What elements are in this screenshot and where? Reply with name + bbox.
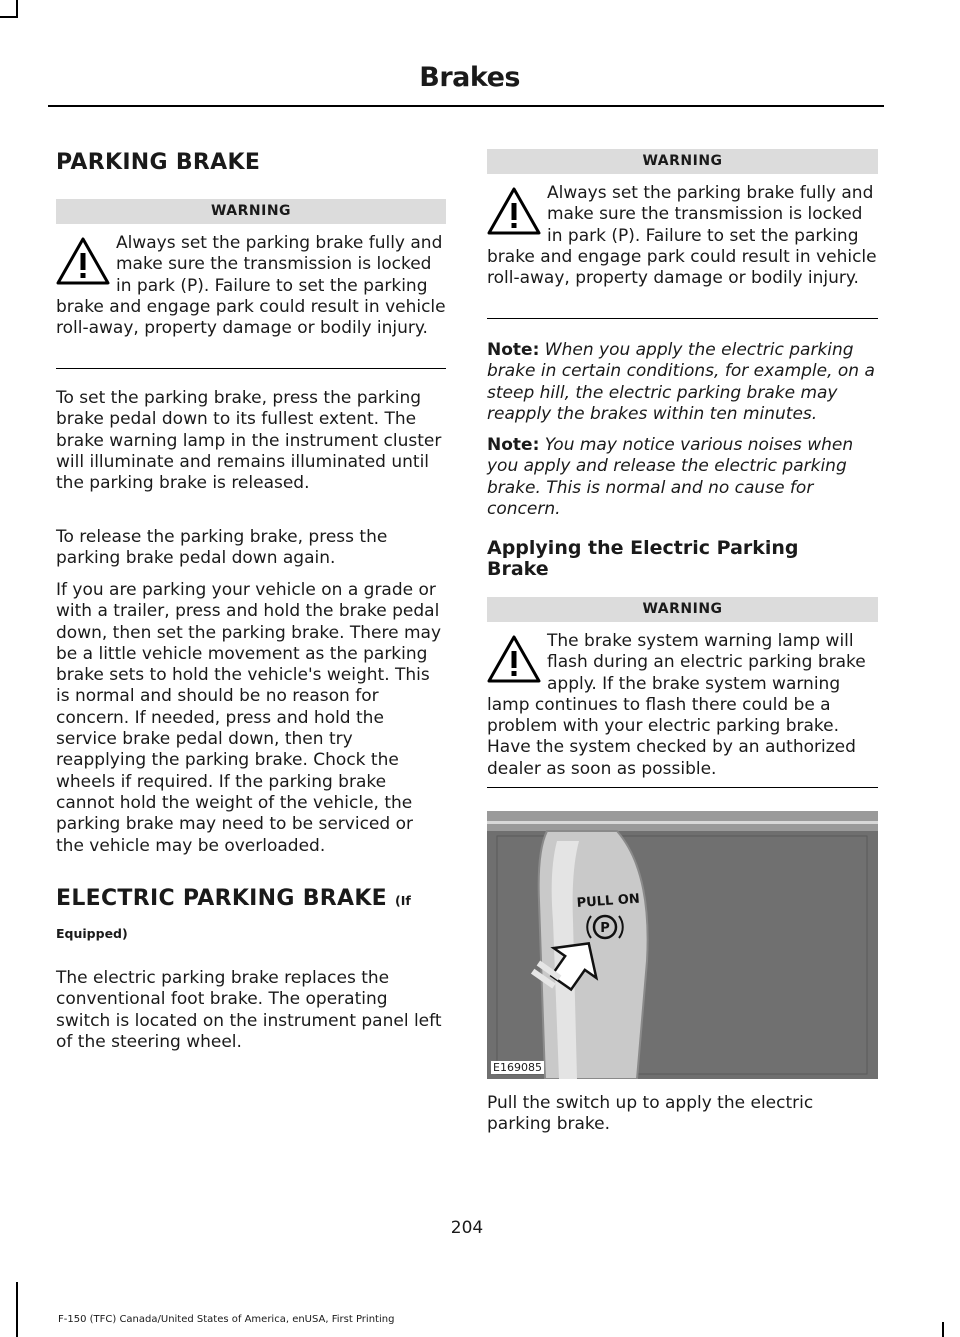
crop-mark	[16, 1282, 18, 1337]
note-label: Note:	[487, 340, 540, 360]
warning-rule	[487, 787, 878, 788]
warning-triangle-icon	[487, 187, 541, 235]
warning-label: WARNING	[487, 597, 878, 622]
figure-caption: Pull the switch up to apply the electric parking brake.	[487, 1093, 814, 1135]
epb-switch-illustration	[487, 811, 878, 1079]
warning-triangle-icon	[56, 237, 110, 285]
warning-label: WARNING	[56, 199, 446, 224]
note-text: When you apply the electric parking brake in certain conditions, for example, on a steep hill, the electric parking brake may reapply the brakes within ten minutes.	[487, 340, 875, 424]
warning-box	[487, 597, 878, 780]
note	[487, 435, 878, 520]
note	[487, 340, 878, 425]
heading-text: ELECTRIC PARKING BRAKE	[56, 886, 388, 911]
warning-body	[56, 233, 446, 339]
heading-suffix-equipped: Equipped)	[56, 926, 128, 941]
warning-rule	[487, 318, 878, 319]
header-rule	[48, 105, 884, 107]
heading-suffix: (If	[394, 893, 411, 908]
section-heading-parking-brake: PARKING BRAKE	[56, 150, 261, 175]
epb-switch-figure	[487, 811, 878, 1079]
warning-label: WARNING	[487, 149, 878, 174]
paragraph: To set the parking brake, press the parking brake pedal down to its fullest extent. The brake warning lamp in the instrument cluster will illuminate and remains illuminated until the parking brake is released.	[56, 388, 442, 494]
warning-body	[487, 183, 878, 289]
note-text: You may notice various noises when you apply and release the electric parking brake. This is normal and no cause for concern.	[487, 435, 854, 519]
warning-body	[487, 631, 878, 780]
paragraph: To release the parking brake, press the parking brake pedal down again.	[56, 527, 388, 569]
subheading-applying-epb: Applying the Electric Parking Brake	[487, 537, 799, 580]
crop-mark	[0, 16, 18, 18]
page-number: 204	[450, 1218, 484, 1238]
warning-text: Always set the parking brake fully and make sure the transmission is locked in park (P). Failure to set the parking brake and engage park could result in vehicle roll-away, property damage or bodily injury.	[487, 183, 877, 289]
warning-rule	[56, 368, 446, 369]
figure-code: E169085	[493, 1061, 542, 1074]
note-label: Note:	[487, 435, 540, 455]
crop-mark	[942, 1322, 944, 1337]
paragraph: If you are parking your vehicle on a grade or with a trailer, press and hold the brake pedal down, then set the parking brake. There may be a little vehicle movement as the parking brake sets to hold the vehicle's weight. This is normal and should be no reason for concern. If needed, press and hold the service brake pedal down, then try reapplying the parking brake. Chock the wheels if required. If the parking brake cannot hold the weight of the vehicle, the parking brake may need to be serviced or the vehicle may be overloaded.	[56, 580, 442, 856]
footer-edition: F-150 (TFC) Canada/United States of America, enUSA, First Printing	[58, 1314, 395, 1325]
warning-box	[56, 199, 446, 339]
parking-symbol: P	[600, 921, 610, 936]
warning-box	[487, 149, 878, 289]
paragraph: The electric parking brake replaces the conventional foot brake. The operating switch is located on the instrument panel left of the steering wheel.	[56, 968, 442, 1052]
section-heading-epb	[56, 886, 411, 911]
page-header-title: Brakes	[419, 62, 520, 93]
warning-triangle-icon	[487, 635, 541, 683]
switch-label: PULL ON	[576, 891, 641, 911]
warning-text: Always set the parking brake fully and make sure the transmission is locked in park (P). Failure to set the parking brake and engage park could result in vehicle roll-away, property damage or bodily injury.	[56, 233, 446, 339]
warning-text: The brake system warning lamp will flash during an electric parking brake apply. If the brake system warning lamp continues to flash there could be a problem with your electric parking brake. Have the system checked by an authorized dealer as soon as possible.	[487, 631, 866, 779]
